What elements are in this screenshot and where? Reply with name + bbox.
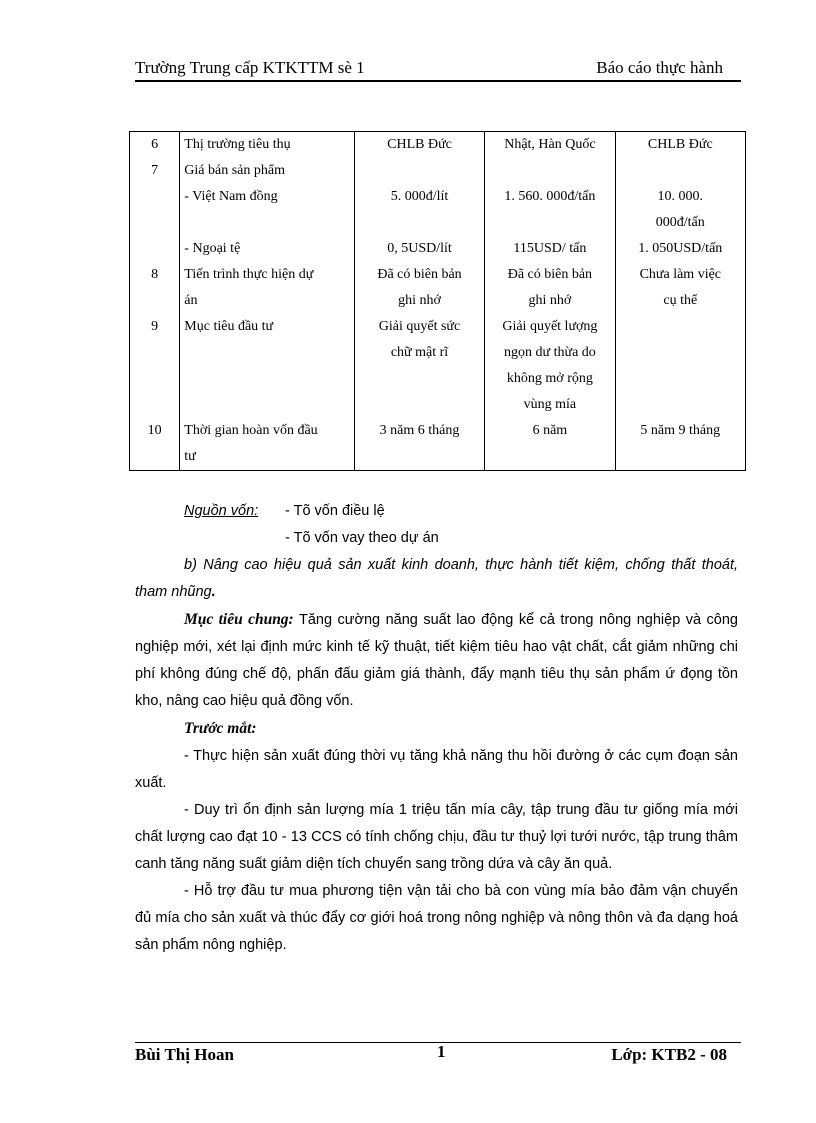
cell-line: 6 (151, 137, 159, 152)
footer-class: Lớp: KTB2 - 08 (611, 1045, 727, 1064)
cell-line: không mở rộng (506, 371, 593, 386)
cell-option-a (354, 132, 484, 159)
cell-line: 0, 5USD/lít (387, 241, 452, 256)
cell-line: vùng mía (523, 397, 577, 412)
cell-option-b (485, 158, 615, 262)
bullet-item: - Duy trì ổn định sản lượng mía 1 triệu tấn mía cây, tập trung đầu tư giống mía mới chất lượng cao đạt 10 - 13 CCS có tính chống chịu, đầu tư thuỷ lợi tưới nước, tập trung thâm canh tăng năng suất giảm diện tích chuyển sang trồng dứa và cây ăn quả. (135, 802, 738, 872)
general-goal-paragraph (135, 606, 738, 715)
cell-option-b (485, 314, 615, 418)
bullet-item: - Thực hiện sản xuất đúng thời vụ tăng khả năng thu hồi đường ở các cụm đoạn sản xuất. (135, 748, 738, 791)
cell-line (184, 210, 350, 236)
cell-option-c (615, 158, 745, 262)
cell-option-b (485, 132, 615, 159)
cell-line: 10 (147, 423, 162, 438)
cell-line (620, 314, 741, 340)
cell-line: CHLB Đức (387, 137, 452, 152)
cell-criterion (180, 314, 355, 418)
comparison-table (129, 131, 746, 471)
cell-number (130, 314, 180, 418)
capital-source-line-2 (135, 525, 738, 552)
cell-line: 1. 560. 000đ/tấn (504, 189, 596, 204)
cell-option-c (615, 314, 745, 418)
cell-option-a (354, 158, 484, 262)
table-row (130, 262, 746, 314)
cell-line: Thời gian hoàn vốn đầu (184, 423, 318, 438)
table-row (130, 314, 746, 418)
table-body (130, 132, 746, 471)
body-text (135, 498, 738, 959)
cell-option-a (354, 262, 484, 314)
cell-line: 115USD/ tấn (513, 241, 587, 256)
cell-line: Tiến trình thực hiện dự (184, 267, 314, 282)
cell-criterion (180, 158, 355, 262)
cell-line: - Việt Nam đồng (184, 189, 278, 204)
cell-line: ghi nhớ (528, 293, 572, 308)
table-row (130, 418, 746, 471)
cell-line: Mục tiêu đầu tư (184, 319, 274, 334)
cell-line (620, 158, 741, 184)
cell-line: 9 (151, 319, 159, 334)
cell-line: 000đ/tấn (655, 215, 705, 230)
cell-line: 8 (151, 267, 159, 282)
capital-source-2: - Tõ vốn vay theo dự án (285, 530, 439, 546)
cell-line: Giải quyết sức (378, 319, 461, 334)
cell-option-c (615, 418, 745, 471)
general-goal-text: Tăng cường năng suất lao động kể cả trong nông nghiệp và công nghiệp mới, xét lại định mức kinh tế kỹ thuật, tiết kiệm tiêu hao vật chất, cắt giảm những chi phí không đúng chế độ, phấn đấu giảm giá thành, đẩy mạnh tiêu thụ sản phẩm ứ đọng tồn kho, nâng cao hiệu quả đồng vốn. (135, 612, 738, 709)
cell-line: Đã có biên bản (507, 267, 593, 282)
cell-option-c (615, 132, 745, 159)
cell-criterion (180, 262, 355, 314)
table-row (130, 132, 746, 159)
cell-option-a (354, 314, 484, 418)
cell-line: - Ngoại tệ (184, 241, 241, 256)
cell-option-c (615, 262, 745, 314)
cell-option-a (354, 418, 484, 471)
cell-line (489, 210, 610, 236)
cell-number (130, 262, 180, 314)
cell-line: 3 năm 6 tháng (379, 423, 460, 438)
cell-line: 5. 000đ/lít (390, 189, 449, 204)
cell-criterion (180, 418, 355, 471)
cell-line: 7 (151, 163, 159, 178)
capital-source-label: Nguồn vốn: (184, 503, 259, 519)
cell-line: chữ mật rĩ (390, 345, 449, 360)
cell-line: Giá bán sản phẩm (184, 163, 285, 178)
cell-line: ghi nhớ (398, 293, 441, 308)
cell-line: ngọn dư thừa do (504, 345, 596, 360)
header-school: Trường Trung cấp KTKTTM sè 1 (135, 58, 365, 77)
cell-line: Chưa làm việc (639, 267, 722, 282)
header-rule (135, 80, 741, 82)
cell-line: cụ thể (663, 293, 698, 308)
immediate-heading: Trước mắt: (184, 720, 257, 737)
table-row (130, 158, 746, 262)
header-report-title: Báo cáo thực hành (596, 58, 723, 77)
capital-source-1: - Tõ vốn điều lệ (285, 503, 385, 519)
page-footer (135, 1042, 741, 1067)
cell-line: 10. 000. (657, 189, 704, 204)
cell-criterion (180, 132, 355, 159)
cell-line (359, 158, 480, 184)
cell-line: án (184, 293, 198, 308)
cell-line: 6 năm (532, 423, 568, 438)
cell-line: 1. 050USD/tấn (638, 241, 723, 256)
page-header (135, 58, 741, 80)
cell-line (489, 158, 610, 184)
section-b-heading: b) Nâng cao hiệu quả sản xuất kinh doanh, thực hành tiết kiệm, chống thất thoát, tham nhũng. (135, 557, 738, 600)
footer-author: Bùi Thị Hoan (135, 1045, 234, 1064)
page-number: 1 (437, 1042, 446, 1061)
cell-line: tư (184, 449, 196, 464)
cell-number (130, 158, 180, 262)
cell-line: Thị trường tiêu thụ (184, 137, 291, 152)
cell-number (130, 418, 180, 471)
cell-line: 5 năm 9 tháng (640, 423, 721, 438)
cell-option-b (485, 262, 615, 314)
cell-option-b (485, 418, 615, 471)
bullet-item: - Hỗ trợ đầu tư mua phương tiện vận tải cho bà con vùng mía bảo đảm vận chuyển đủ mía cho sản xuất và thúc đẩy cơ giới hoá trong nông nghiệp và nông thôn và đa dạng hoá sản phẩm nông nghiệp. (135, 883, 738, 953)
cell-number (130, 132, 180, 159)
cell-line: Giải quyết lượng (502, 319, 598, 334)
cell-line: Nhật, Hàn Quốc (504, 137, 596, 152)
cell-line (359, 210, 480, 236)
general-goal-label: Mục tiêu chung: (184, 611, 294, 628)
cell-line: CHLB Đức (647, 137, 713, 152)
capital-source-line-1 (135, 498, 738, 525)
cell-line: Đã có biên bản (377, 267, 462, 282)
